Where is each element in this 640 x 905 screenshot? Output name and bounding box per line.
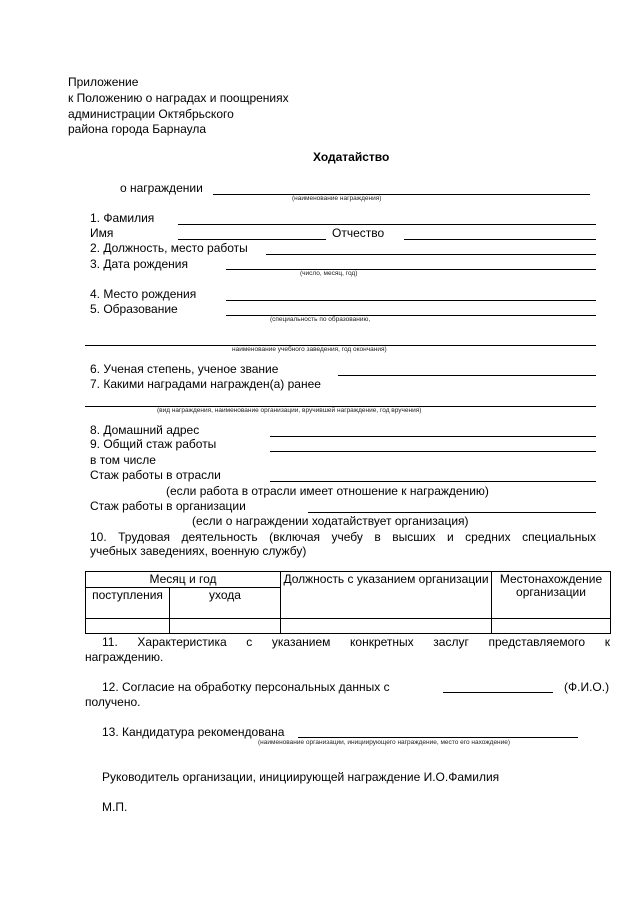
position-header: Должность с указанием организации	[281, 572, 492, 619]
education-label: 5. Образование	[90, 302, 178, 316]
header-line-1: Приложение	[68, 75, 139, 89]
name-field[interactable]	[178, 239, 326, 240]
degree-label: 6. Ученая степень, ученое звание	[90, 362, 279, 376]
item11-line-1: 11. Характеристика с указанием конкретных заслуг представляемого к	[102, 635, 610, 649]
item11-line-2: награждению.	[85, 650, 164, 664]
work-history-table	[85, 571, 611, 634]
experience-label: 9. Общий стаж работы	[90, 437, 217, 451]
header-line-2: к Положению о наградах и поощрениях	[68, 91, 289, 105]
table-cell[interactable]	[86, 619, 170, 634]
award-field[interactable]	[213, 194, 590, 195]
award-label: о награждении	[120, 181, 203, 195]
surname-label: 1. Фамилия	[90, 211, 155, 225]
education-caption: (специальность по образованию,	[270, 316, 371, 323]
item13-label: 13. Кандидатура рекомендована	[102, 725, 285, 739]
address-field[interactable]	[270, 436, 596, 437]
address-label: 8. Домашний адрес	[90, 423, 200, 437]
position-field[interactable]	[266, 254, 596, 255]
birthplace-field[interactable]	[226, 300, 596, 301]
table-cell[interactable]	[492, 619, 611, 634]
stamp-label: М.П.	[102, 800, 128, 814]
industry-exp-field[interactable]	[270, 481, 596, 482]
labor-text-2: учебных заведениях, военную службу)	[90, 544, 307, 558]
org-exp-field[interactable]	[308, 512, 596, 513]
birthdate-caption: (число, месяц, год)	[300, 270, 358, 277]
awards-label: 7. Какими наградами награжден(а) ранее	[90, 377, 321, 391]
item12-line-2: получено.	[85, 695, 141, 709]
admission-header: поступления	[86, 588, 170, 619]
award-caption: (наименование награждения)	[292, 195, 382, 202]
table-cell[interactable]	[170, 619, 281, 634]
industry-note: (если работа в отрасли имеет отношение к награждению)	[166, 484, 489, 498]
org-note: (если о награждении ходатайствует организация)	[192, 514, 469, 528]
table-cell[interactable]	[281, 619, 492, 634]
position-label: 2. Должность, место работы	[90, 241, 248, 255]
item12-fio: (Ф.И.О.)	[564, 680, 610, 694]
birthdate-label: 3. Дата рождения	[90, 257, 188, 271]
surname-field[interactable]	[178, 224, 596, 225]
header-line-3: администрации Октябрьского	[68, 107, 234, 121]
labor-text-1: 10. Трудовая деятельность (включая учебу в высших и средних специальных	[90, 530, 596, 544]
consent-name-field[interactable]	[443, 692, 553, 693]
header-line-4: района города Барнаула	[68, 122, 207, 136]
patronymic-label: Отчество	[332, 226, 385, 240]
table-row	[86, 619, 611, 634]
birthdate-field[interactable]	[226, 269, 596, 270]
name-label: Имя	[90, 226, 114, 240]
location-header: Местонахождение организации	[492, 572, 611, 619]
leaving-header: ухода	[170, 588, 281, 619]
recommendation-field[interactable]	[298, 737, 578, 738]
institution-caption: наименование учебного заведения, год окончания)	[232, 346, 387, 353]
month-year-header: Месяц и год	[86, 572, 281, 588]
signature-line: Руководитель организации, инициирующей награждение И.О.Фамилия	[102, 770, 500, 784]
degree-field[interactable]	[338, 375, 596, 376]
page-title: Ходатайство	[313, 150, 390, 164]
including-label: в том числе	[90, 453, 156, 467]
item13-caption: (наименование организации, инициирующего награждение, место его нахождение)	[258, 739, 511, 746]
experience-field[interactable]	[270, 451, 596, 452]
org-exp-label: Стаж работы в организации	[90, 499, 246, 513]
patronymic-field[interactable]	[404, 239, 596, 240]
birthplace-label: 4. Место рождения	[90, 287, 197, 301]
industry-exp-label: Стаж работы в отрасли	[90, 468, 221, 482]
item12-label: 12. Согласие на обработку персональных данных с	[102, 680, 390, 694]
awards-caption: (вид награждения, наименование организации, вручившей награждение, год вручения)	[157, 407, 422, 414]
table-header-row	[86, 572, 611, 588]
